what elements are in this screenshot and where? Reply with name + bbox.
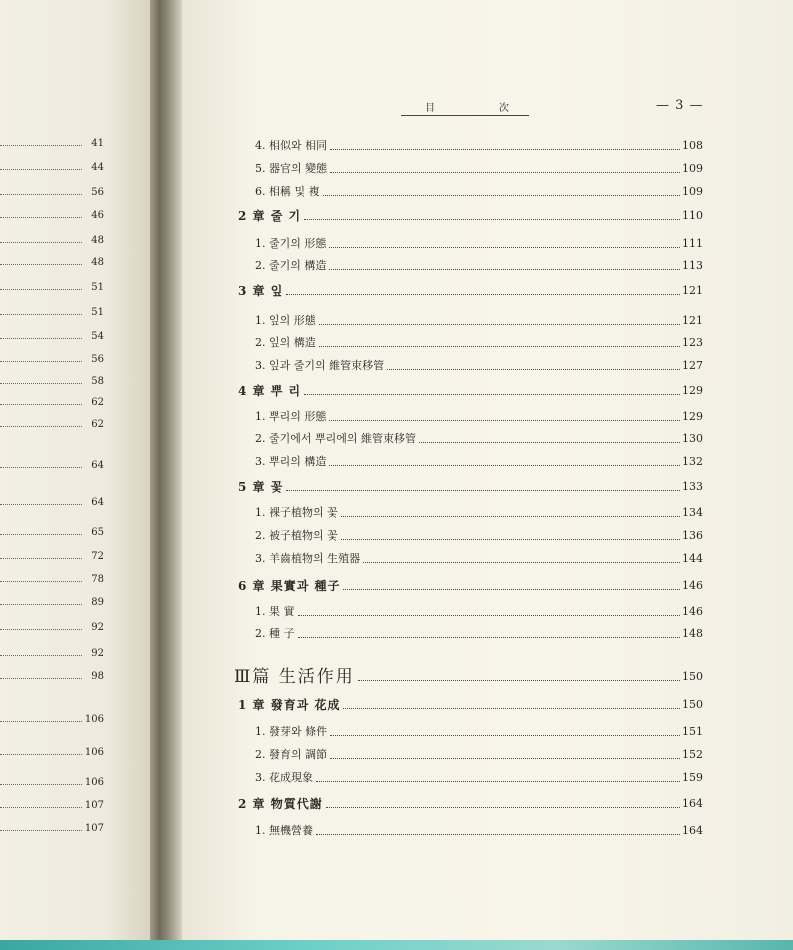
leader-dots xyxy=(330,172,680,173)
page-number: — 3 — xyxy=(656,98,704,113)
toc-page-number: 159 xyxy=(682,771,703,784)
leader-dots xyxy=(363,562,680,563)
book-gutter xyxy=(150,0,182,940)
leader-dots xyxy=(341,539,680,540)
toc-page-number: 108 xyxy=(682,139,703,152)
left-toc-page-number: 106 xyxy=(84,747,104,758)
toc-entry-title: 5 章 꽃 xyxy=(238,480,284,494)
leader-dots xyxy=(0,289,82,290)
toc-item xyxy=(255,601,703,619)
leader-dots xyxy=(329,465,680,466)
toc-entry-title: 2. 줄기에서 뿌리에의 維管束移管 xyxy=(255,432,416,445)
left-toc-row xyxy=(0,234,104,248)
leader-dots xyxy=(329,420,680,421)
leader-dots xyxy=(319,346,680,347)
left-toc-row xyxy=(0,186,104,200)
toc-page-number: 113 xyxy=(682,259,703,272)
leader-dots xyxy=(0,807,82,808)
toc-page-number: 152 xyxy=(682,748,703,761)
toc-entry-title: 1. 잎의 形態 xyxy=(255,314,316,327)
left-toc-row xyxy=(0,396,104,410)
left-toc-page-number: 58 xyxy=(91,376,104,387)
leader-dots xyxy=(319,324,680,325)
page-header-title xyxy=(401,99,529,116)
toc-entry-title: 1. 果 實 xyxy=(255,605,295,618)
toc-chapter xyxy=(238,793,703,811)
toc-entry-title: 5. 器官의 變態 xyxy=(255,162,328,175)
leader-dots xyxy=(0,314,82,315)
leader-dots xyxy=(0,784,82,785)
toc-page-number: 134 xyxy=(682,506,703,519)
leader-dots xyxy=(0,467,82,468)
toc-page-number: 133 xyxy=(682,480,703,493)
toc-item xyxy=(255,332,703,350)
toc-chapter xyxy=(238,280,703,298)
toc-entry-title: 3. 잎과 줄기의 維管束移管 xyxy=(255,359,385,372)
toc-page-number: 151 xyxy=(682,725,703,738)
toc-page-number: 121 xyxy=(682,284,703,297)
toc-item xyxy=(255,721,703,739)
toc-entry-title: 4 章 뿌 리 xyxy=(238,384,302,398)
leader-dots xyxy=(326,807,680,808)
left-toc-page-number: 64 xyxy=(91,460,104,471)
left-toc-row xyxy=(0,375,104,389)
leader-dots xyxy=(419,442,680,443)
toc-item xyxy=(255,525,703,543)
leader-dots xyxy=(316,834,680,835)
left-toc-page-number: 64 xyxy=(91,497,104,508)
leader-dots xyxy=(0,145,82,146)
left-toc-row xyxy=(0,306,104,320)
leader-dots xyxy=(0,426,82,427)
toc-item xyxy=(255,820,703,838)
left-toc-page-number: 106 xyxy=(84,714,104,725)
toc-page-number: 150 xyxy=(682,698,703,711)
left-toc-page-number: 92 xyxy=(91,648,104,659)
left-toc-page-number: 51 xyxy=(91,282,104,293)
left-toc-row xyxy=(0,573,104,587)
leader-dots xyxy=(323,195,680,196)
toc-entry-title: 1 章 發育과 花成 xyxy=(238,698,341,712)
left-toc-page-number: 62 xyxy=(91,397,104,408)
leader-dots xyxy=(0,169,82,170)
left-toc-page-number: 107 xyxy=(84,823,104,834)
toc-entry-title: 2. 被子植物의 꽃 xyxy=(255,529,338,542)
left-toc-page-number: 65 xyxy=(91,527,104,538)
left-toc-row xyxy=(0,526,104,540)
toc-page-number: 132 xyxy=(682,455,703,468)
left-toc-row xyxy=(0,550,104,564)
toc-page-number: 109 xyxy=(682,185,703,198)
toc-entry-title: Ⅲ篇 生活作用 xyxy=(234,667,355,687)
left-toc-row xyxy=(0,281,104,295)
toc-item xyxy=(255,623,703,641)
toc-page-number: 148 xyxy=(682,627,703,640)
toc-page-number: 144 xyxy=(682,552,703,565)
left-toc-row xyxy=(0,496,104,510)
left-toc-page-number: 54 xyxy=(91,331,104,342)
toc-entry-title: 1. 뿌리의 形態 xyxy=(255,410,327,423)
toc-entry-title: 3. 羊齒植物의 生殖器 xyxy=(255,552,361,565)
toc-item xyxy=(255,767,703,785)
left-toc-row xyxy=(0,596,104,610)
toc-chapter xyxy=(238,380,703,398)
left-page xyxy=(0,0,150,940)
toc-entry-title: 2. 줄기의 構造 xyxy=(255,259,327,272)
leader-dots xyxy=(343,708,680,709)
leader-dots xyxy=(0,383,82,384)
leader-dots xyxy=(330,149,680,150)
left-toc-page-number: 89 xyxy=(91,597,104,608)
toc-item xyxy=(255,158,703,176)
leader-dots xyxy=(330,758,680,759)
leader-dots xyxy=(0,504,82,505)
toc-item xyxy=(255,135,703,153)
leader-dots xyxy=(343,589,680,590)
leader-dots xyxy=(0,404,82,405)
toc-entry-title: 1. 無機營養 xyxy=(255,824,313,837)
left-toc-row xyxy=(0,746,104,760)
leader-dots xyxy=(0,361,82,362)
toc-page-number: 150 xyxy=(682,670,703,683)
left-toc-row xyxy=(0,822,104,836)
toc-item xyxy=(255,233,703,251)
leader-dots xyxy=(304,219,680,220)
toc-chapter xyxy=(238,575,703,593)
toc-item xyxy=(255,355,703,373)
leader-dots xyxy=(341,516,680,517)
leader-dots xyxy=(0,604,82,605)
toc-chapter xyxy=(238,694,703,712)
leader-dots xyxy=(0,581,82,582)
left-toc-page-number: 48 xyxy=(91,257,104,268)
leader-dots xyxy=(0,338,82,339)
left-toc-row xyxy=(0,776,104,790)
toc-entry-title: 2. 잎의 構造 xyxy=(255,336,316,349)
leader-dots xyxy=(316,781,680,782)
leader-dots xyxy=(0,629,82,630)
toc-page-number: 146 xyxy=(682,605,703,618)
toc-page-number: 129 xyxy=(682,384,703,397)
leader-dots xyxy=(387,369,680,370)
left-toc-row xyxy=(0,621,104,635)
toc-page-number: 136 xyxy=(682,529,703,542)
toc-chapter xyxy=(238,205,703,223)
left-toc-page-number: 56 xyxy=(91,354,104,365)
toc-entry-title: 1. 裸子植物의 꽃 xyxy=(255,506,338,519)
left-toc-row xyxy=(0,161,104,175)
toc-page-number: 129 xyxy=(682,410,703,423)
toc-entry-title: 2 章 物質代謝 xyxy=(238,797,323,811)
toc-page-number: 123 xyxy=(682,336,703,349)
left-toc-page-number: 106 xyxy=(84,777,104,788)
toc-item xyxy=(255,310,703,328)
leader-dots xyxy=(0,264,82,265)
toc-entry-title: 2. 發育의 調節 xyxy=(255,748,328,761)
left-toc-row xyxy=(0,256,104,270)
toc-item xyxy=(255,406,703,424)
toc-entry-title: 6 章 果實과 種子 xyxy=(238,579,341,593)
leader-dots xyxy=(0,655,82,656)
toc-entry-title: 3 章 잎 xyxy=(238,284,284,298)
left-toc-page-number: 78 xyxy=(91,574,104,585)
left-toc-row xyxy=(0,459,104,473)
leader-dots xyxy=(358,680,680,681)
leader-dots xyxy=(0,534,82,535)
leader-dots xyxy=(0,558,82,559)
left-toc-row xyxy=(0,353,104,367)
left-toc-row xyxy=(0,418,104,432)
leader-dots xyxy=(0,678,82,679)
left-toc-row xyxy=(0,330,104,344)
left-toc-row xyxy=(0,647,104,661)
toc-item xyxy=(255,502,703,520)
left-toc-page-number: 107 xyxy=(84,800,104,811)
toc-page-number: 146 xyxy=(682,579,703,592)
left-toc-page-number: 56 xyxy=(91,187,104,198)
left-toc-page-number: 92 xyxy=(91,622,104,633)
header-title-char-2: 次 xyxy=(499,103,509,114)
toc-entry-title: 3. 花成現象 xyxy=(255,771,313,784)
toc-entry-title: 3. 뿌리의 構造 xyxy=(255,455,327,468)
toc-entry-title: 1. 줄기의 形態 xyxy=(255,237,327,250)
leader-dots xyxy=(286,294,680,295)
left-toc-page-number: 72 xyxy=(91,551,104,562)
toc-entry-title: 1. 發芽와 條件 xyxy=(255,725,328,738)
left-toc-page-number: 51 xyxy=(91,307,104,318)
leader-dots xyxy=(0,242,82,243)
left-toc-page-number: 41 xyxy=(91,138,104,149)
left-toc-row xyxy=(0,799,104,813)
toc-page-number: 110 xyxy=(682,209,703,222)
leader-dots xyxy=(0,217,82,218)
toc-item xyxy=(255,451,703,469)
leader-dots xyxy=(304,394,680,395)
leader-dots xyxy=(329,247,680,248)
header-title-char-1: 目 xyxy=(425,103,435,114)
leader-dots xyxy=(286,490,680,491)
toc-item xyxy=(255,181,703,199)
leader-dots xyxy=(0,194,82,195)
leader-dots xyxy=(298,637,681,638)
toc-item xyxy=(255,548,703,566)
toc-page-number: 121 xyxy=(682,314,703,327)
toc-page-number: 164 xyxy=(682,824,703,837)
toc-item xyxy=(255,428,703,446)
left-toc-row xyxy=(0,713,104,727)
toc-item xyxy=(255,744,703,762)
toc-entry-title: 2. 種 子 xyxy=(255,627,295,640)
leader-dots xyxy=(330,735,680,736)
toc-entry-title: 4. 相似와 相同 xyxy=(255,139,328,152)
toc-entry-title: 6. 相稱 및 複 xyxy=(255,185,320,198)
toc-page-number: 164 xyxy=(682,797,703,810)
left-toc-row xyxy=(0,670,104,684)
toc-chapter xyxy=(238,476,703,494)
toc-page-number: 109 xyxy=(682,162,703,175)
left-toc-page-number: 46 xyxy=(91,210,104,221)
toc-part xyxy=(234,658,703,687)
leader-dots xyxy=(0,721,82,722)
left-toc-page-number: 44 xyxy=(91,162,104,173)
toc-page-number: 130 xyxy=(682,432,703,445)
leader-dots xyxy=(329,269,680,270)
leader-dots xyxy=(0,830,82,831)
left-toc-row xyxy=(0,209,104,223)
toc-page-number: 111 xyxy=(682,237,703,250)
toc-item xyxy=(255,255,703,273)
toc-entry-title: 2 章 줄 기 xyxy=(238,209,302,223)
left-toc-page-number: 62 xyxy=(91,419,104,430)
leader-dots xyxy=(298,615,681,616)
leader-dots xyxy=(0,754,82,755)
left-toc-page-number: 48 xyxy=(91,235,104,246)
toc-page-number: 127 xyxy=(682,359,703,372)
left-toc-page-number: 98 xyxy=(91,671,104,682)
left-toc-row xyxy=(0,137,104,151)
scan-edge-strip xyxy=(0,940,793,950)
